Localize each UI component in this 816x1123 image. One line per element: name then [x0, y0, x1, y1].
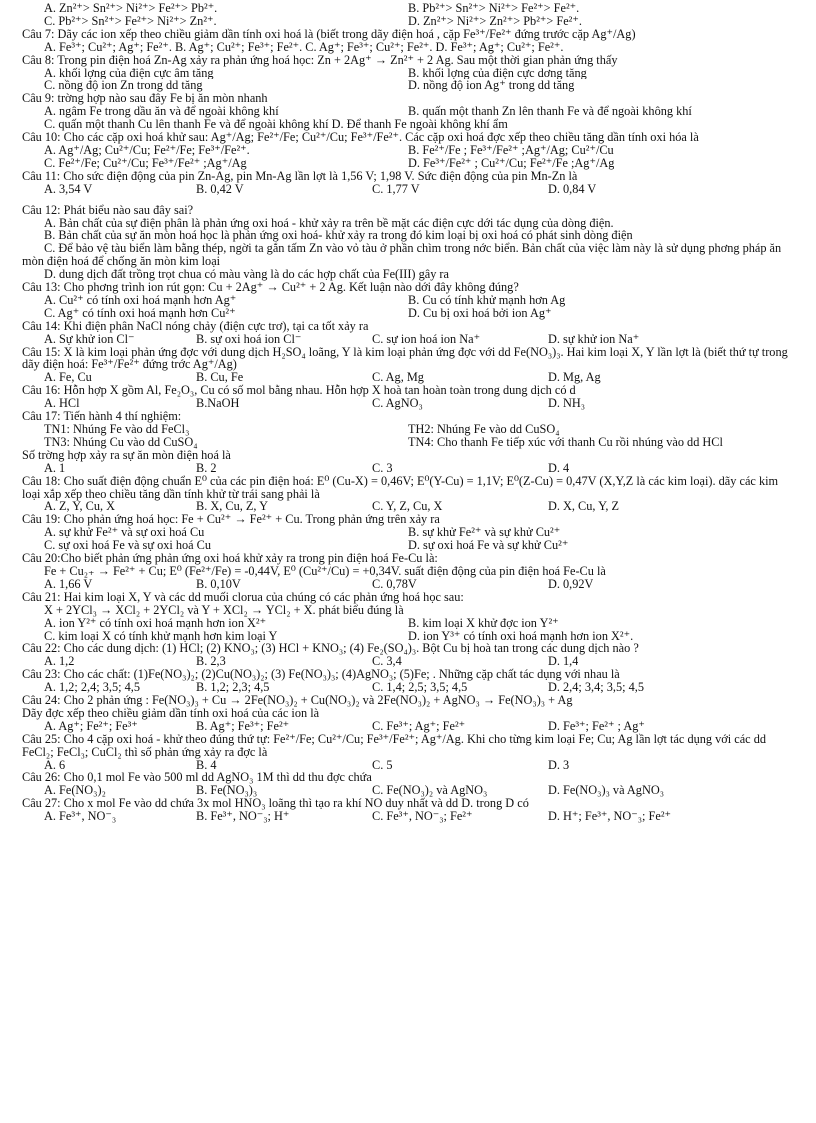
- option-d: D. sự khử ion Na⁺: [548, 332, 640, 346]
- option-b: B. Pb²⁺> Sn²⁺> Ni²⁺> Fe²⁺> Fe²⁺.: [408, 2, 580, 15]
- question-25: Câu 25: Cho 4 cặp oxi hoá - khử theo đúng thứ tự: Fe²⁺/Fe; Cu²⁺/Cu; Fe³⁺/Fe²⁺; Ag⁺/Ag. Khi cho từng kim loại Fe; Cu; Ag lần lợt tác dụng với các dd FeCl₂; FeCl₃; CuCl₂ thì số phản ứng xảy ra đợc là: [22, 731, 767, 759]
- option-c-d: C. quấn một thanh Cu lên thanh Fe và để ngoài không khí D. Để thanh Fe ngoài không khí ẩm: [44, 118, 508, 132]
- question-21: Câu 21: Hai kim loại X, Y và các dd muối clorua của chúng có các phản ứng hoá học sau:: [22, 589, 464, 604]
- option-a: A. 3,54 V: [44, 182, 93, 196]
- question-11: Câu 11: Cho sức điện động của pin Zn-Ag, pin Mn-Ag lần lợt là 1,56 V; 1,98 V. Sức điện động của pin Mn-Zn là: [22, 168, 578, 183]
- option-d: D. Mg, Ag: [548, 371, 601, 385]
- option-c: C. Y, Z, Cu, X: [372, 500, 443, 514]
- option-d: D. 0,92V: [548, 577, 594, 591]
- option-a: A. Z, Y, Cu, X: [44, 500, 116, 514]
- option-a: A. Ag⁺/Ag; Cu²⁺/Cu; Fe²⁺/Fe; Fe³⁺/Fe²⁺.: [44, 143, 250, 157]
- answer-row: [22, 333, 798, 346]
- option-a: A. Fe, Cu: [44, 371, 92, 385]
- option-a: A. 1,66 V: [44, 577, 93, 591]
- answer-row: [22, 15, 798, 28]
- option-c: C. 5: [372, 758, 393, 772]
- answer-row: [22, 462, 798, 475]
- option-b: B. 2: [196, 461, 217, 475]
- experiment-3: TN3: Nhúng Cu vào dd CuSO₄: [44, 435, 198, 449]
- option-d: D. Fe³⁺; Fe²⁺ ; Ag⁺: [548, 719, 645, 733]
- option-b: B. sự khử Fe²⁺ và sự khử Cu²⁺: [408, 526, 561, 540]
- option-a: A. Bản chất của sự điện phân là phản ứng oxi hoá - khử xảy ra trên bề mặt các điện cực dới tác dụng của dòng điện.: [44, 215, 614, 230]
- question-17-prompt: Số trờng hợp xảy ra sự ăn mòn điện hoá là: [22, 447, 231, 462]
- option-b: B. khối lợng của điện cực dơng tăng: [408, 66, 587, 80]
- option-b: B. kim loại X khử đợc ion Y²⁺: [408, 616, 559, 630]
- option-b: B. 4: [196, 758, 217, 772]
- option-c: C. 1,77 V: [372, 182, 420, 196]
- option-d: D. H⁺; Fe³⁺, NO⁻₃; Fe²⁺: [548, 810, 672, 824]
- option-a: A. ion Y²⁺ có tính oxi hoá mạnh hơn ion X²⁺: [44, 616, 267, 630]
- option-a: A. khối lợng của điện cực âm tăng: [44, 66, 214, 80]
- answer-row: [22, 720, 798, 733]
- question-15: Câu 15: X là kim loại phản ứng đợc với dung dịch H₂SO₄ loãng, Y là kim loại phản ứng đợc với dd Fe(NO₃)₃. Hai kim loại X, Y lần lợt là (biết thứ tự trong dãy điện hoá: Fe³⁺/Fe²⁺ đứng trớc Ag⁺/Ag): [22, 344, 788, 372]
- option-d: D. dung dịch đất trồng trọt chua có màu vàng là do các hợp chất của Fe(III) gây ra: [44, 267, 449, 282]
- option-b: B. Cu, Fe: [196, 371, 244, 385]
- question-8: Câu 8: Trong pin điện hoá Zn-Ag xảy ra phản ứng hoá học: Zn + 2Ag⁺ → Zn²⁺ + 2 Ag. Sau một thời gian phản ứng thấy: [22, 52, 618, 67]
- option-c: C. Fe³⁺, NO⁻₃; Fe²⁺: [372, 810, 473, 824]
- question-13: Câu 13: Cho phơng trình ion rút gọn: Cu + 2Ag⁺ → Cu²⁺ + 2 Ag. Kết luận nào dới đây không đúng?: [22, 280, 519, 295]
- question-9: Câu 9: trờng hợp nào sau đây Fe bị ăn mòn nhanh: [22, 91, 268, 106]
- option-c: C. 3: [372, 461, 393, 475]
- question-24-prompt: Dãy đợc xếp theo chiều giảm dần tính oxi hoá của các ion là: [22, 705, 320, 720]
- option-b: B. Fe²⁺/Fe ; Fe³⁺/Fe²⁺ ;Ag⁺/Ag; Cu²⁺/Cu: [408, 143, 614, 157]
- option-d: D. X, Cu, Y, Z: [548, 500, 620, 514]
- option-c: C. Pb²⁺> Sn²⁺> Fe²⁺> Ni²⁺> Zn²⁺.: [44, 14, 217, 28]
- option-a: A. Cu²⁺ có tính oxi hoá mạnh hơn Ag⁺: [44, 293, 237, 307]
- answer-row: [22, 183, 798, 196]
- question-14: Câu 14: Khi điện phân NaCl nóng chảy (điện cực trơ), tại ca tốt xảy ra: [22, 318, 369, 333]
- option-c: C. sự oxi hoá Fe và sự oxi hoá Cu: [44, 539, 212, 553]
- option-a: A. HCl: [44, 397, 80, 411]
- option-d: D. 0,84 V: [548, 182, 597, 196]
- option-b: B. Fe³⁺, NO⁻₃; H⁺: [196, 810, 290, 824]
- experiment-4: TN4: Cho thanh Fe tiếp xúc với thanh Cu rồi nhúng vào dd HCl: [408, 435, 723, 449]
- option-a: A. Sự khử ion Cl⁻: [44, 332, 135, 346]
- answer-row: [22, 810, 798, 823]
- question-27: Câu 27: Cho x mol Fe vào dd chứa 3x mol HNO₃ loãng thì tạo ra khí NO duy nhất và dd D. trong D có: [22, 796, 529, 811]
- experiment-1: TN1: Nhúng Fe vào dd FeCl₃: [44, 423, 190, 436]
- option-d: D. Fe³⁺/Fe²⁺ ; Cu²⁺/Cu; Fe²⁺/Fe ;Ag⁺/Ag: [408, 156, 615, 170]
- question-18: Câu 18: Cho suất điện động chuẩn E⁰ của các pin điện hoá: E⁰ (Cu-X) = 0,46V; E⁰(Y-Cu) = 1,1V; E⁰(Z-Cu) = 0,47V (X,Y,Z là các kim loại). dãy các kim loại xắp xếp theo chiều tăng dần tính khử từ trái sang phải là: [22, 473, 779, 501]
- option-d: D. Zn²⁺> Ni²⁺> Zn²⁺> Pb²⁺> Fe²⁺.: [408, 14, 582, 28]
- option-d: D. nồng độ ion Ag⁺ trong dd tăng: [408, 79, 575, 93]
- option-b: B. sự oxi hoá ion Cl⁻: [196, 332, 302, 346]
- option-d: D. 1,4: [548, 655, 579, 669]
- option-b: B. 1,2; 2,3; 4,5: [196, 681, 270, 695]
- option-a: A. Ag⁺; Fe²⁺; Fe³⁺: [44, 719, 138, 733]
- question-17: Câu 17: Tiến hành 4 thí nghiệm:: [22, 409, 182, 424]
- option-d: D. 3: [548, 758, 570, 772]
- option-a: A. Fe(NO₃)₂: [44, 784, 106, 798]
- question-19: Câu 19: Cho phản ứng hoá học: Fe + Cu²⁺ → Fe²⁺ + Cu. Trong phản ứng trên xảy ra: [22, 512, 440, 527]
- option-a: A. ngâm Fe trong dầu ăn và để ngoài không khí: [44, 105, 279, 119]
- answer-row: [22, 144, 798, 157]
- option-a: A. 1: [44, 461, 66, 475]
- option-b: B. Cu có tính khử mạnh hơn Ag: [408, 293, 566, 307]
- experiment-row: [22, 423, 798, 436]
- answer-row: [22, 67, 798, 80]
- option-c: C. AgNO₃: [372, 397, 423, 411]
- option-b: B.NaOH: [196, 397, 240, 411]
- question-10: Câu 10: Cho các cặp oxi hoá khử sau: Ag⁺/Ag; Fe²⁺/Fe; Cu²⁺/Cu; Fe³⁺/Fe²⁺. Các cặp oxi hoá đợc xếp theo chiều tăng dần tính oxi hóa là: [22, 130, 699, 145]
- option-b: B. quấn một thanh Zn lên thanh Fe và để ngoài không khí: [408, 105, 692, 119]
- option-b: B. Fe(NO₃)₃: [196, 784, 258, 798]
- option-c: C. 3,4: [372, 655, 402, 669]
- option-d: D. Fe(NO₃)₃ và AgNO₃: [548, 784, 665, 798]
- option-b: B. Bản chất của sự ăn mòn hoá học là phản ứng oxi hoá- khử xảy ra trong đó kim loại bị oxi hoá có phát sinh dòng điện: [44, 228, 633, 243]
- experiment-2: TH2: Nhúng Fe vào dd CuSO₄: [408, 423, 560, 436]
- option-c: C. Fe(NO₃)₂ và AgNO₃: [372, 784, 488, 798]
- option-c: C. sự ion hoá ion Na⁺: [372, 332, 481, 346]
- option-c: C. 1,4; 2,5; 3,5; 4,5: [372, 681, 468, 695]
- answer-row: [22, 105, 798, 118]
- answer-row: [22, 307, 798, 320]
- option-b: B. 0,42 V: [196, 182, 244, 196]
- option-a: A. 6: [44, 758, 66, 772]
- question-24: Câu 24: Cho 2 phản ứng : Fe(NO₃)₃ + Cu → 2Fe(NO₃)₂ + Cu(NO₃)₂ và 2Fe(NO₃)₂ + AgNO₃ → Fe(NO₃)₃ + Ag: [22, 693, 573, 708]
- option-c: C. Fe²⁺/Fe; Cu²⁺/Cu; Fe³⁺/Fe²⁺ ;Ag⁺/Ag: [44, 156, 247, 170]
- question-12: Câu 12: Phát biểu nào sau đây sai?: [22, 202, 194, 217]
- option-d: D. 4: [548, 461, 570, 475]
- option-c: C. Để bảo vệ tàu biển làm bằng thép, ngời ta gắn tấm Zn vào vỏ tàu ở phần chìm trong nớc biển. Bản chất của việc làm này là sử dụng phơng pháp ăn mòn điện hoá để chống ăn mòn kim loại: [22, 241, 782, 269]
- option-a: A. 1,2: [44, 655, 75, 669]
- question-26: Câu 26: Cho 0,1 mol Fe vào 500 ml dd AgNO₃ 1M thì dd thu đợc chứa: [22, 770, 372, 785]
- option-d: D. sự oxi hoá Fe và sự khử Cu²⁺: [408, 539, 569, 553]
- option-b: B. 2,3: [196, 655, 226, 669]
- question-22: Câu 22: Cho các dung dịch: (1) HCl; (2) KNO₃; (3) HCl + KNO₃; (4) Fe₂(SO₄)₃. Bột Cu bị hoà tan trong các dung dịch nào ?: [22, 641, 639, 656]
- option-a: A. sự khử Fe²⁺ và sự oxi hoá Cu: [44, 526, 205, 540]
- answer-row: [22, 617, 798, 630]
- document-page: [22, 2, 798, 823]
- answer-row: [22, 526, 798, 539]
- option-c: C. Ag⁺ có tính oxi hoá mạnh hơn Cu²⁺: [44, 306, 236, 320]
- option-a: A. Zn²⁺> Sn²⁺> Ni²⁺> Fe²⁺> Pb²⁺.: [44, 2, 218, 15]
- question-7-options: A. Fe³⁺; Cu²⁺; Ag⁺; Fe²⁺. B. Ag⁺; Cu²⁺; Fe³⁺; Fe²⁺. C. Ag⁺; Fe³⁺; Cu²⁺; Fe²⁺. D. Fe³⁺; Ag⁺; Cu²⁺; Fe²⁺.: [44, 40, 564, 54]
- option-d: D. NH₃: [548, 397, 586, 411]
- option-b: B. Ag⁺; Fe³⁺; Fe²⁺: [196, 719, 290, 733]
- question-16: Câu 16: Hỗn hợp X gồm Al, Fe₂O₃, Cu có số mol bằng nhau. Hỗn hợp X hoà tan hoàn toàn trong dung dịch có d: [22, 383, 576, 398]
- option-b: B. X, Cu, Z, Y: [196, 500, 268, 514]
- answer-row: [22, 578, 798, 591]
- question-21-body: X + 2YCl₃ → XCl₂ + 2YCl₂ và Y + XCl₂ → YCl₂ + X. phát biểu đúng là: [44, 602, 404, 617]
- answer-row: [22, 2, 798, 15]
- option-d: D. Cu bị oxi hoá bởi ion Ag⁺: [408, 306, 552, 320]
- option-b: B. 0,10V: [196, 577, 241, 591]
- option-c: C. Ag, Mg: [372, 371, 424, 385]
- option-c: C. kim loại X có tính khử mạnh hơn kim loại Y: [44, 629, 278, 643]
- option-c: C. 0,78V: [372, 577, 417, 591]
- option-c: C. nồng độ ion Zn trong dd tăng: [44, 79, 203, 93]
- question-20: Câu 20:Cho biết phản ứng phản ứng oxi hoá khử xảy ra trong pin điện hoá Fe-Cu là:: [22, 551, 438, 566]
- answer-row: [22, 157, 798, 170]
- option-a: A. 1,2; 2,4; 3,5; 4,5: [44, 681, 140, 695]
- option-a: A. Fe³⁺, NO⁻₃: [44, 810, 117, 824]
- experiment-row: [22, 436, 798, 449]
- option-d: D. ion Y³⁺ có tính oxi hoá mạnh hơn ion X²⁺.: [408, 629, 634, 643]
- question-7: Câu 7: Dãy các ion xếp theo chiều giảm dần tính oxi hoá là (biết trong dãy điện hoá , cặp Fe³⁺/Fe²⁺ đứng trước cặp Ag⁺/Ag): [22, 26, 636, 41]
- option-c: C. Fe³⁺; Ag⁺; Fe²⁺: [372, 719, 466, 733]
- answer-row: [22, 294, 798, 307]
- question-20-body: Fe + Cu₂₊ → Fe²⁺ + Cu; E⁰ (Fe²⁺/Fe) = -0,44V, E⁰ (Cu²⁺/Cu) = +0,34V. suất điện động của pin điện hoá Fe-Cu là: [44, 563, 606, 578]
- question-23: Câu 23: Cho các chất: (1)Fe(NO₃)₂; (2)Cu(NO₃)₂; (3) Fe(NO₃)₃; (4)AgNO₃; (5)Fe; . Những cặp chất tác dụng với nhau là: [22, 667, 620, 682]
- option-d: D. 2,4; 3,4; 3,5; 4,5: [548, 681, 644, 695]
